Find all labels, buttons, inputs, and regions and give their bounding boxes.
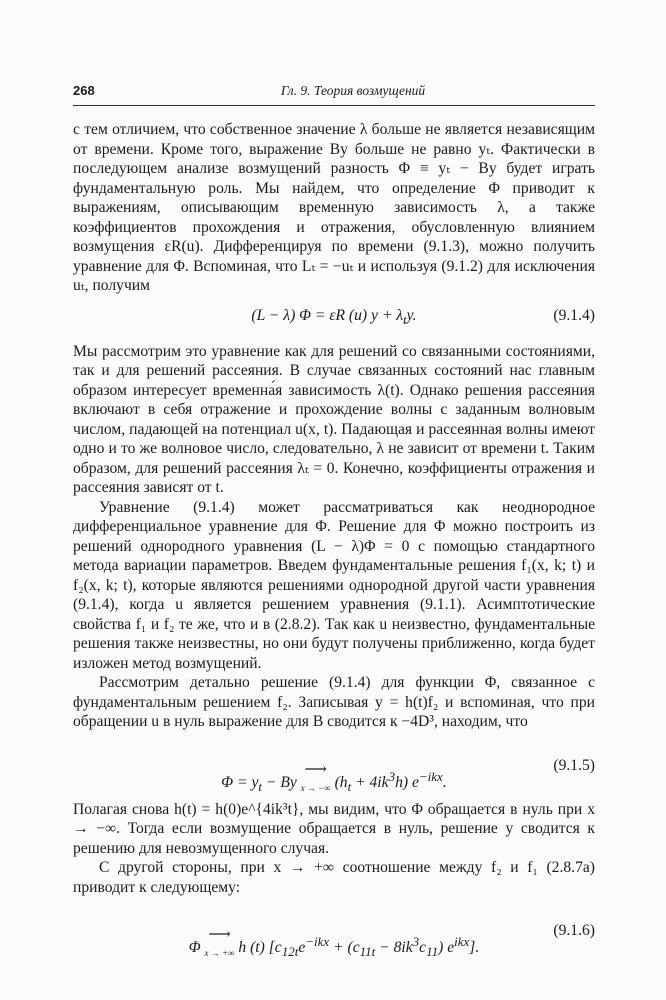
equation-9-1-6 [73, 911, 595, 960]
paragraph-3: Уравнение (9.1.4) может рассматриваться как неоднородное дифференциальное уравнение для Φ. Решение для Φ можно построить из решений однородного уравнения (L − λ)Φ = 0 с помощью стандартного метода вариации параметров. Введем фундаментальные решения f₁(x, k; t) и f₂(x, k; t), которые являются решениями однородной другой части уравнения (9.1.4), когда u является решением уравнения (9.1.1). Асимптотические свойства f₁ и f₂ те же, что и в (2.8.2). Так как u неизвестно, фундаментальные решения также неизвестны, но они будут получены приближенно, когда будет изложен метод возмущений. [73, 498, 595, 672]
header-rule [73, 105, 595, 106]
equation-9-1-6-expression: Φ ⟶ x → +∞ h (t) [$c_{12t}e^{-ikx} + (c_{11t} - 8ik^3c_{11})$ $e^{ikx}$]. [188, 926, 480, 960]
page-body [73, 120, 595, 960]
paragraph-5: Полагая снова h(t) = h(0)e^{4ik³t}, мы видим, что Φ обращается в нуль при x → −∞. Тогда если возмущение обращается в нуль, решение y сводится к решению для невозмущенного случая. [73, 800, 595, 857]
paragraph-4: Рассмотрим детально решение (9.1.4) для функции Φ, связанное с фундаментальным решением f₂. Записывая y = h(t)f₂ и вспоминая, что при обращении u в нуль выражение для B сводится к −4D³, находим, что [73, 674, 595, 730]
paragraph-6: С другой стороны, при x → +∞ соотношение между f₂ и f₁ (2.8.7а) приводит к следующему: [73, 859, 595, 896]
running-title: Гл. 9. Теория возмущений [280, 83, 426, 98]
paragraph-1: с тем отличием, что собственное значение λ больше не является независящим от времени. Кроме того, выражение By больше не равно yₜ. Фактически в последующем анализе возмущений разность Φ ≡ yₜ − By будет играть фундаментальную роль. Мы найдем, что определение Φ приводит к выражениям, описывающим временную зависимость λ, а также коэффициентов прохождения и отражения, обусловленную влиянием возмущения εR(u). Дифференцируя по времени (9.1.3), можно получить уравнение для Φ. Вспоминая, что Lₜ = −uₜ и используя (9.1.2) для исключения uₜ, получим [73, 121, 595, 294]
equation-9-1-5-expression: $\Phi = y_t - By$ ⟶ x → −∞ $(h_t + 4ik^3h)$ $e^{-ikx}$. [221, 760, 447, 794]
page-number: 268 [73, 83, 95, 98]
equation-9-1-4-expression: (L − λ) Φ = εR (u) $y + \lambda_ty$. [251, 306, 417, 327]
page-header [73, 83, 593, 103]
equation-number: (9.1.6) [553, 922, 595, 939]
equation-number: (9.1.4) [553, 306, 595, 324]
equation-number: (9.1.5) [553, 756, 595, 774]
equation-9-1-4 [73, 296, 595, 336]
equation-9-1-5 [73, 746, 595, 794]
paragraph-2: Мы рассмотрим это уравнение как для решений со связанными состояниями, так и для решений рассеяния. В случае связанных состояний нас главным образом интересует временна́я зависимость λ(t). Однако решения рассеяния включают в себя отражение и прохождение волны с заданным волновым числом, падающей на потенциал u(x, t). Падающая и рассеянная волны имеют одно и то же волновое число, следовательно, λ не зависит от времени t. Таким образом, для решений рассеяния λₜ = 0. Конечно, коэффициенты отражения и рассеяния зависят от t. [73, 342, 595, 496]
